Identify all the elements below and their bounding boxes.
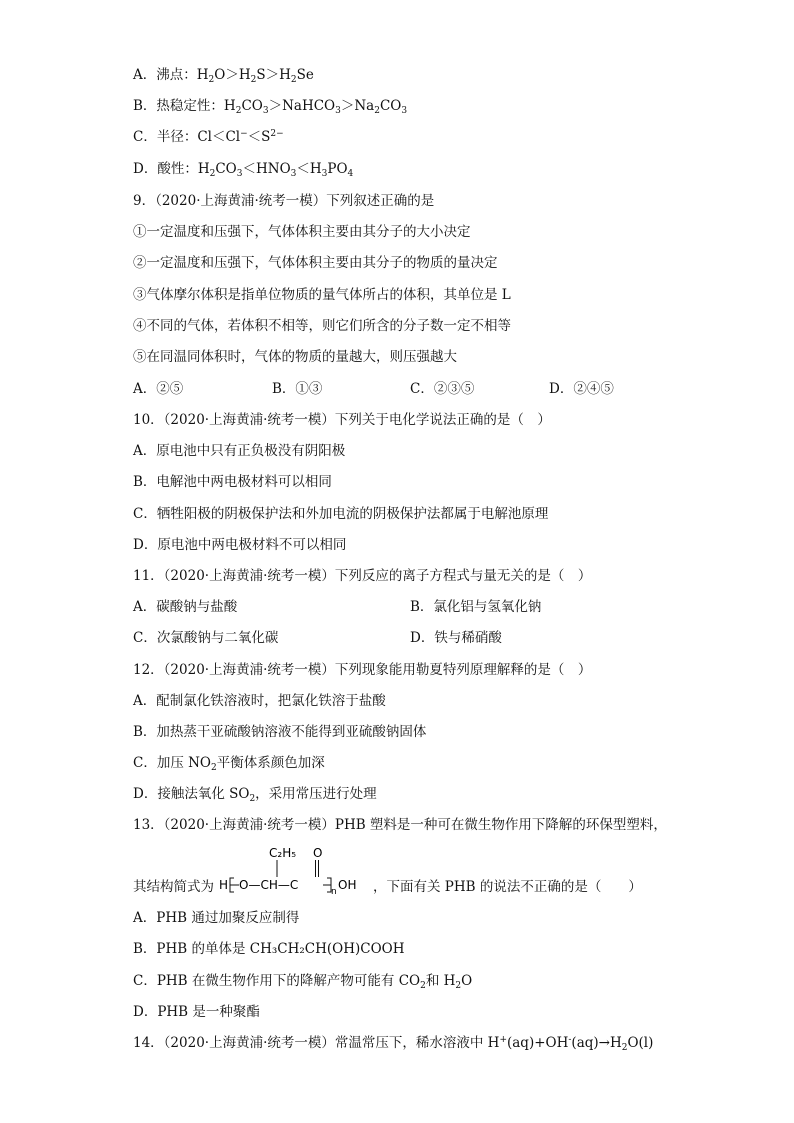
text: C．PHB 在微生物作用下的降解产物可能有 CO bbox=[133, 973, 421, 989]
q14-stem bbox=[133, 1034, 653, 1052]
text: 14．（2020·上海黄浦·统考一模）常温常压下，稀水溶液中 H bbox=[133, 1035, 500, 1051]
subscript: 2 bbox=[235, 106, 242, 116]
hydroxyl-end: OH bbox=[338, 878, 357, 892]
q8-option-d[interactable] bbox=[133, 160, 353, 178]
q8-option-c[interactable] bbox=[133, 128, 284, 146]
superscript: + bbox=[499, 1035, 507, 1045]
text: C．半径：Cl＜Cl bbox=[133, 129, 241, 145]
q12-stem: 12．（2020·上海黄浦·统考一模）下列现象能用勒夏特列原理解释的是（ ） bbox=[133, 662, 592, 678]
subscript: 3 bbox=[262, 106, 269, 116]
text: CO bbox=[241, 98, 263, 114]
q12-option-c[interactable] bbox=[133, 754, 325, 772]
text: PO bbox=[327, 161, 348, 177]
text: 平衡体系颜色加深 bbox=[216, 755, 325, 771]
q9-statement-3: ③气体摩尔体积是指单位物质的量气体所占的体积，其单位是 L bbox=[133, 287, 511, 303]
subscript: 2 bbox=[211, 763, 217, 773]
subscript: 4 bbox=[347, 169, 354, 179]
ethyl-group: C₂H₅ bbox=[269, 846, 297, 860]
text: C．加压 NO bbox=[133, 755, 212, 771]
superscript: - bbox=[568, 1035, 572, 1045]
q8-option-a[interactable] bbox=[133, 66, 314, 84]
superscript: − bbox=[240, 129, 248, 139]
subscript: 3 bbox=[290, 169, 297, 179]
phb-structure-svg bbox=[219, 845, 367, 897]
text: ＞Na bbox=[340, 98, 375, 114]
text: ，采用常压进行处理 bbox=[255, 786, 377, 802]
text: S＞H bbox=[256, 67, 291, 83]
subscript: 3 bbox=[236, 169, 243, 179]
q13-option-c[interactable] bbox=[133, 972, 472, 990]
q13-stem-tail: ，下面有关 PHB 的说法不正确的是（ ） bbox=[373, 879, 642, 895]
q9-statement-4: ④不同的气体，若体积不相等，则它们所含的分子数一定不相等 bbox=[133, 318, 511, 334]
text: D．酸性：H bbox=[133, 161, 210, 177]
subscript: 2 bbox=[209, 169, 216, 179]
text: ＞NaHCO bbox=[268, 98, 336, 114]
text: O bbox=[461, 973, 473, 989]
q9-option-c[interactable]: C．②③⑤ bbox=[410, 381, 475, 397]
text: O＞H bbox=[214, 67, 251, 83]
q12-option-d[interactable] bbox=[133, 785, 377, 803]
text: ＜HNO bbox=[242, 161, 291, 177]
text: Se bbox=[296, 67, 314, 83]
text: ＜H bbox=[296, 161, 322, 177]
superscript: 2− bbox=[270, 129, 284, 139]
q9-statement-5: ⑤在同温同体积时，气体的物质的量越大，则压强越大 bbox=[133, 349, 457, 365]
q10-option-a[interactable]: A．原电池中只有正负极没有阴阳极 bbox=[133, 443, 346, 459]
q10-option-c[interactable]: C．牺牲阳极的阴极保护法和外加电流的阴极保护法都属于电解池原理 bbox=[133, 506, 549, 522]
q9-option-b[interactable]: B．①③ bbox=[272, 381, 323, 397]
q13-lead: 其结构简式为 bbox=[133, 879, 214, 895]
q9-statement-1: ①一定温度和压强下，气体体积主要由其分子的大小决定 bbox=[133, 224, 471, 240]
repeat-count-n: n bbox=[331, 887, 337, 897]
q9-option-d[interactable]: D．②④⑤ bbox=[549, 381, 614, 397]
subscript: 2 bbox=[290, 75, 297, 85]
text: (aq)+OH bbox=[506, 1035, 569, 1051]
repeat-unit: O—CH—C bbox=[239, 878, 299, 892]
text: (aq)→H bbox=[571, 1035, 622, 1051]
q10-option-b[interactable]: B．电解池中两电极材料可以相同 bbox=[133, 474, 332, 490]
text: CO bbox=[215, 161, 237, 177]
q12-option-a[interactable]: A．配制氯化铁溶液时，把氯化铁溶于盐酸 bbox=[133, 693, 386, 709]
q11-option-c[interactable]: C．次氯酸钠与二氧化碳 bbox=[133, 630, 279, 646]
q10-option-d[interactable]: D．原电池中两电极材料不可以相同 bbox=[133, 537, 347, 553]
text: D．接触法氧化 SO bbox=[133, 786, 250, 802]
q8-option-b[interactable] bbox=[133, 97, 407, 115]
q9-stem: 9．（2020·上海黄浦·统考一模）下列叙述正确的是 bbox=[133, 193, 435, 209]
subscript: 3 bbox=[335, 106, 341, 116]
q11-option-a[interactable]: A．碳酸钠与盐酸 bbox=[133, 599, 238, 615]
text: O(l) bbox=[627, 1035, 654, 1051]
text: 和 H bbox=[425, 973, 456, 989]
subscript: 2 bbox=[420, 981, 426, 991]
q11-option-b[interactable]: B．氯化铝与氢氧化钠 bbox=[410, 599, 542, 615]
q13-option-a[interactable]: A．PHB 通过加聚反应制得 bbox=[133, 910, 300, 926]
q11-stem: 11．（2020·上海黄浦·统考一模）下列反应的离子方程式与量无关的是（ ） bbox=[133, 568, 592, 584]
subscript: 2 bbox=[250, 75, 257, 85]
subscript: 2 bbox=[374, 106, 380, 116]
subscript: 2 bbox=[621, 1043, 628, 1053]
q13-option-b[interactable]: B．PHB 的单体是 CH₃CH₂CH(OH)COOH bbox=[133, 941, 405, 957]
subscript: 2 bbox=[249, 794, 256, 804]
subscript: 2 bbox=[455, 981, 462, 991]
q9-option-a[interactable]: A．②⑤ bbox=[133, 381, 184, 397]
subscript: 3 bbox=[401, 106, 408, 116]
q11-option-d[interactable]: D．铁与稀硝酸 bbox=[410, 630, 502, 646]
text: B．热稳定性：H bbox=[133, 98, 236, 114]
q13-stem: 13．（2020·上海黄浦·统考一模）PHB 塑料是一种可在微生物作用下降解的环保型塑料， bbox=[133, 817, 667, 833]
hydrogen-end: H bbox=[219, 878, 229, 892]
text: CO bbox=[379, 98, 402, 114]
q12-option-b[interactable]: B．加热蒸干亚硫酸钠溶液不能得到亚硫酸钠固体 bbox=[133, 724, 427, 740]
carbonyl-oxygen: O bbox=[313, 846, 323, 860]
q10-stem: 10．（2020·上海黄浦·统考一模）下列关于电化学说法正确的是（ ） bbox=[133, 412, 551, 428]
q9-statement-2: ②一定温度和压强下，气体体积主要由其分子的物质的量决定 bbox=[133, 255, 498, 271]
phb-structure-formula bbox=[219, 845, 367, 897]
subscript: 2 bbox=[208, 75, 215, 85]
text: A．沸点：H bbox=[133, 67, 209, 83]
subscript: 3 bbox=[321, 169, 328, 179]
text: ＜S bbox=[247, 129, 271, 145]
q13-option-d[interactable]: D．PHB 是一种聚酯 bbox=[133, 1004, 260, 1020]
